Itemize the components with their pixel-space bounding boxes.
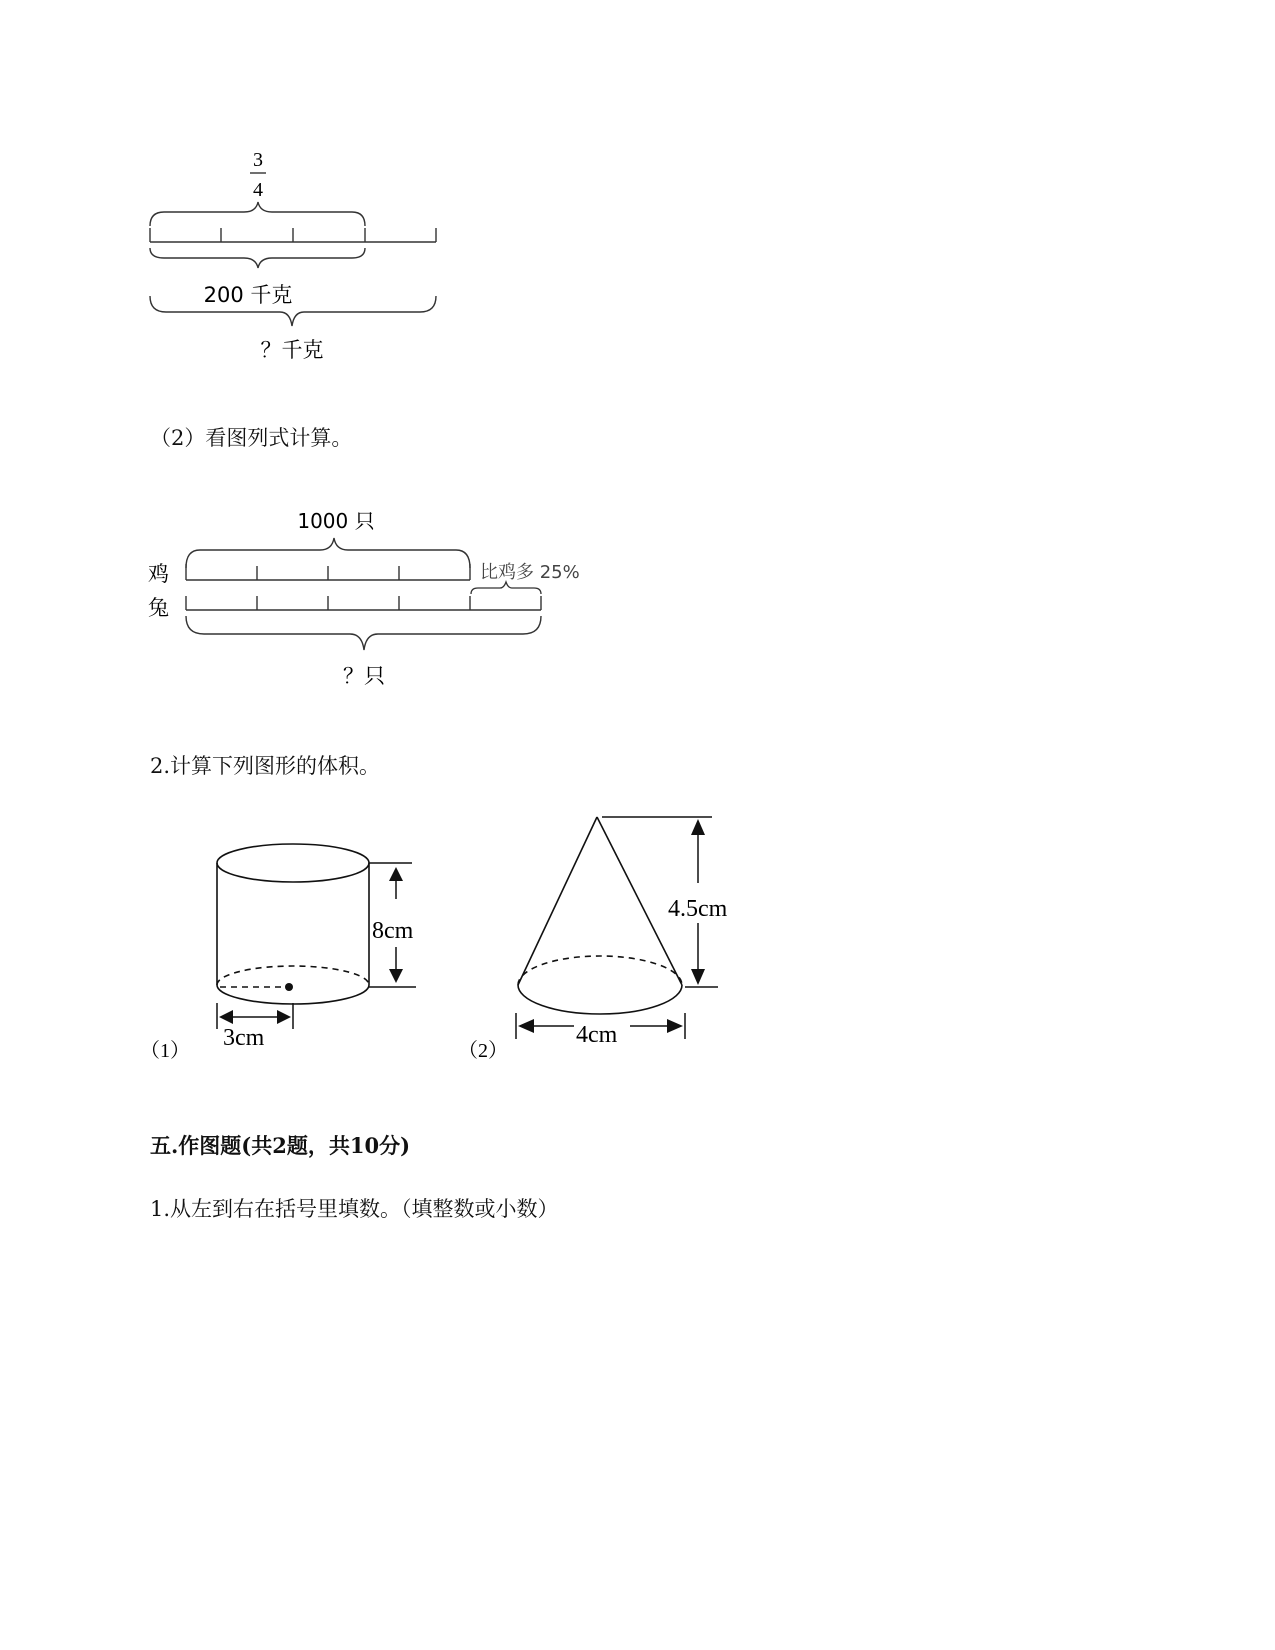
chicken-row-label: 鸡 [148, 562, 169, 586]
section-title: 五.作图题(共2题，共10分) [150, 1133, 411, 1158]
cone-height-label: 4.5cm [668, 896, 728, 922]
arrow-right-icon [277, 1010, 291, 1024]
chicken-brace [186, 538, 470, 568]
arrow-up-icon [691, 819, 705, 835]
fill-question-text: 1.从左到右在括号里填数。（填整数或小数） [150, 1197, 559, 1221]
cylinder-height-label: 8cm [372, 918, 414, 944]
arrow-down-icon [691, 969, 705, 985]
extra-percent-label: 比鸡多 25% [480, 562, 580, 583]
segment-bar [150, 228, 436, 242]
volume-question-text: 2.计算下列图形的体积。 [150, 754, 381, 778]
part-brace [150, 248, 365, 268]
cylinder-radius-label: 3cm [223, 1025, 265, 1051]
cylinder-caption: （1） [140, 1040, 190, 1062]
chicken-bar [186, 564, 470, 580]
rabbit-brace [186, 616, 541, 650]
cone-caption: （2） [458, 1040, 508, 1062]
cylinder-center-dot [285, 983, 293, 991]
top-count-label: 1000 只 [297, 509, 375, 533]
arrow-down-icon [389, 969, 403, 983]
cylinder [217, 844, 369, 1004]
cone [518, 817, 682, 1014]
part-label: 200 千克 [203, 283, 293, 307]
extra-brace [471, 582, 541, 594]
arrow-left-icon [219, 1010, 233, 1024]
chicken-rabbit-diagram [140, 498, 600, 698]
total-label: ？千克 [260, 338, 324, 362]
fraction-numerator: 3 [253, 149, 263, 171]
total-brace [150, 296, 436, 326]
question-2-text: （2）看图列式计算。 [150, 426, 353, 450]
fraction-bar-diagram [140, 140, 460, 370]
cone-diameter-label: 4cm [576, 1022, 618, 1048]
arrow-left-icon [518, 1019, 534, 1033]
top-brace [150, 202, 365, 226]
fraction-denominator: 4 [253, 179, 263, 201]
rabbit-bar [186, 596, 541, 610]
arrow-right-icon [667, 1019, 683, 1033]
rabbit-row-label: 兔 [148, 596, 169, 620]
arrow-up-icon [389, 867, 403, 881]
rabbit-total-label: ？只 [343, 664, 385, 688]
solids-diagram [140, 805, 760, 1075]
